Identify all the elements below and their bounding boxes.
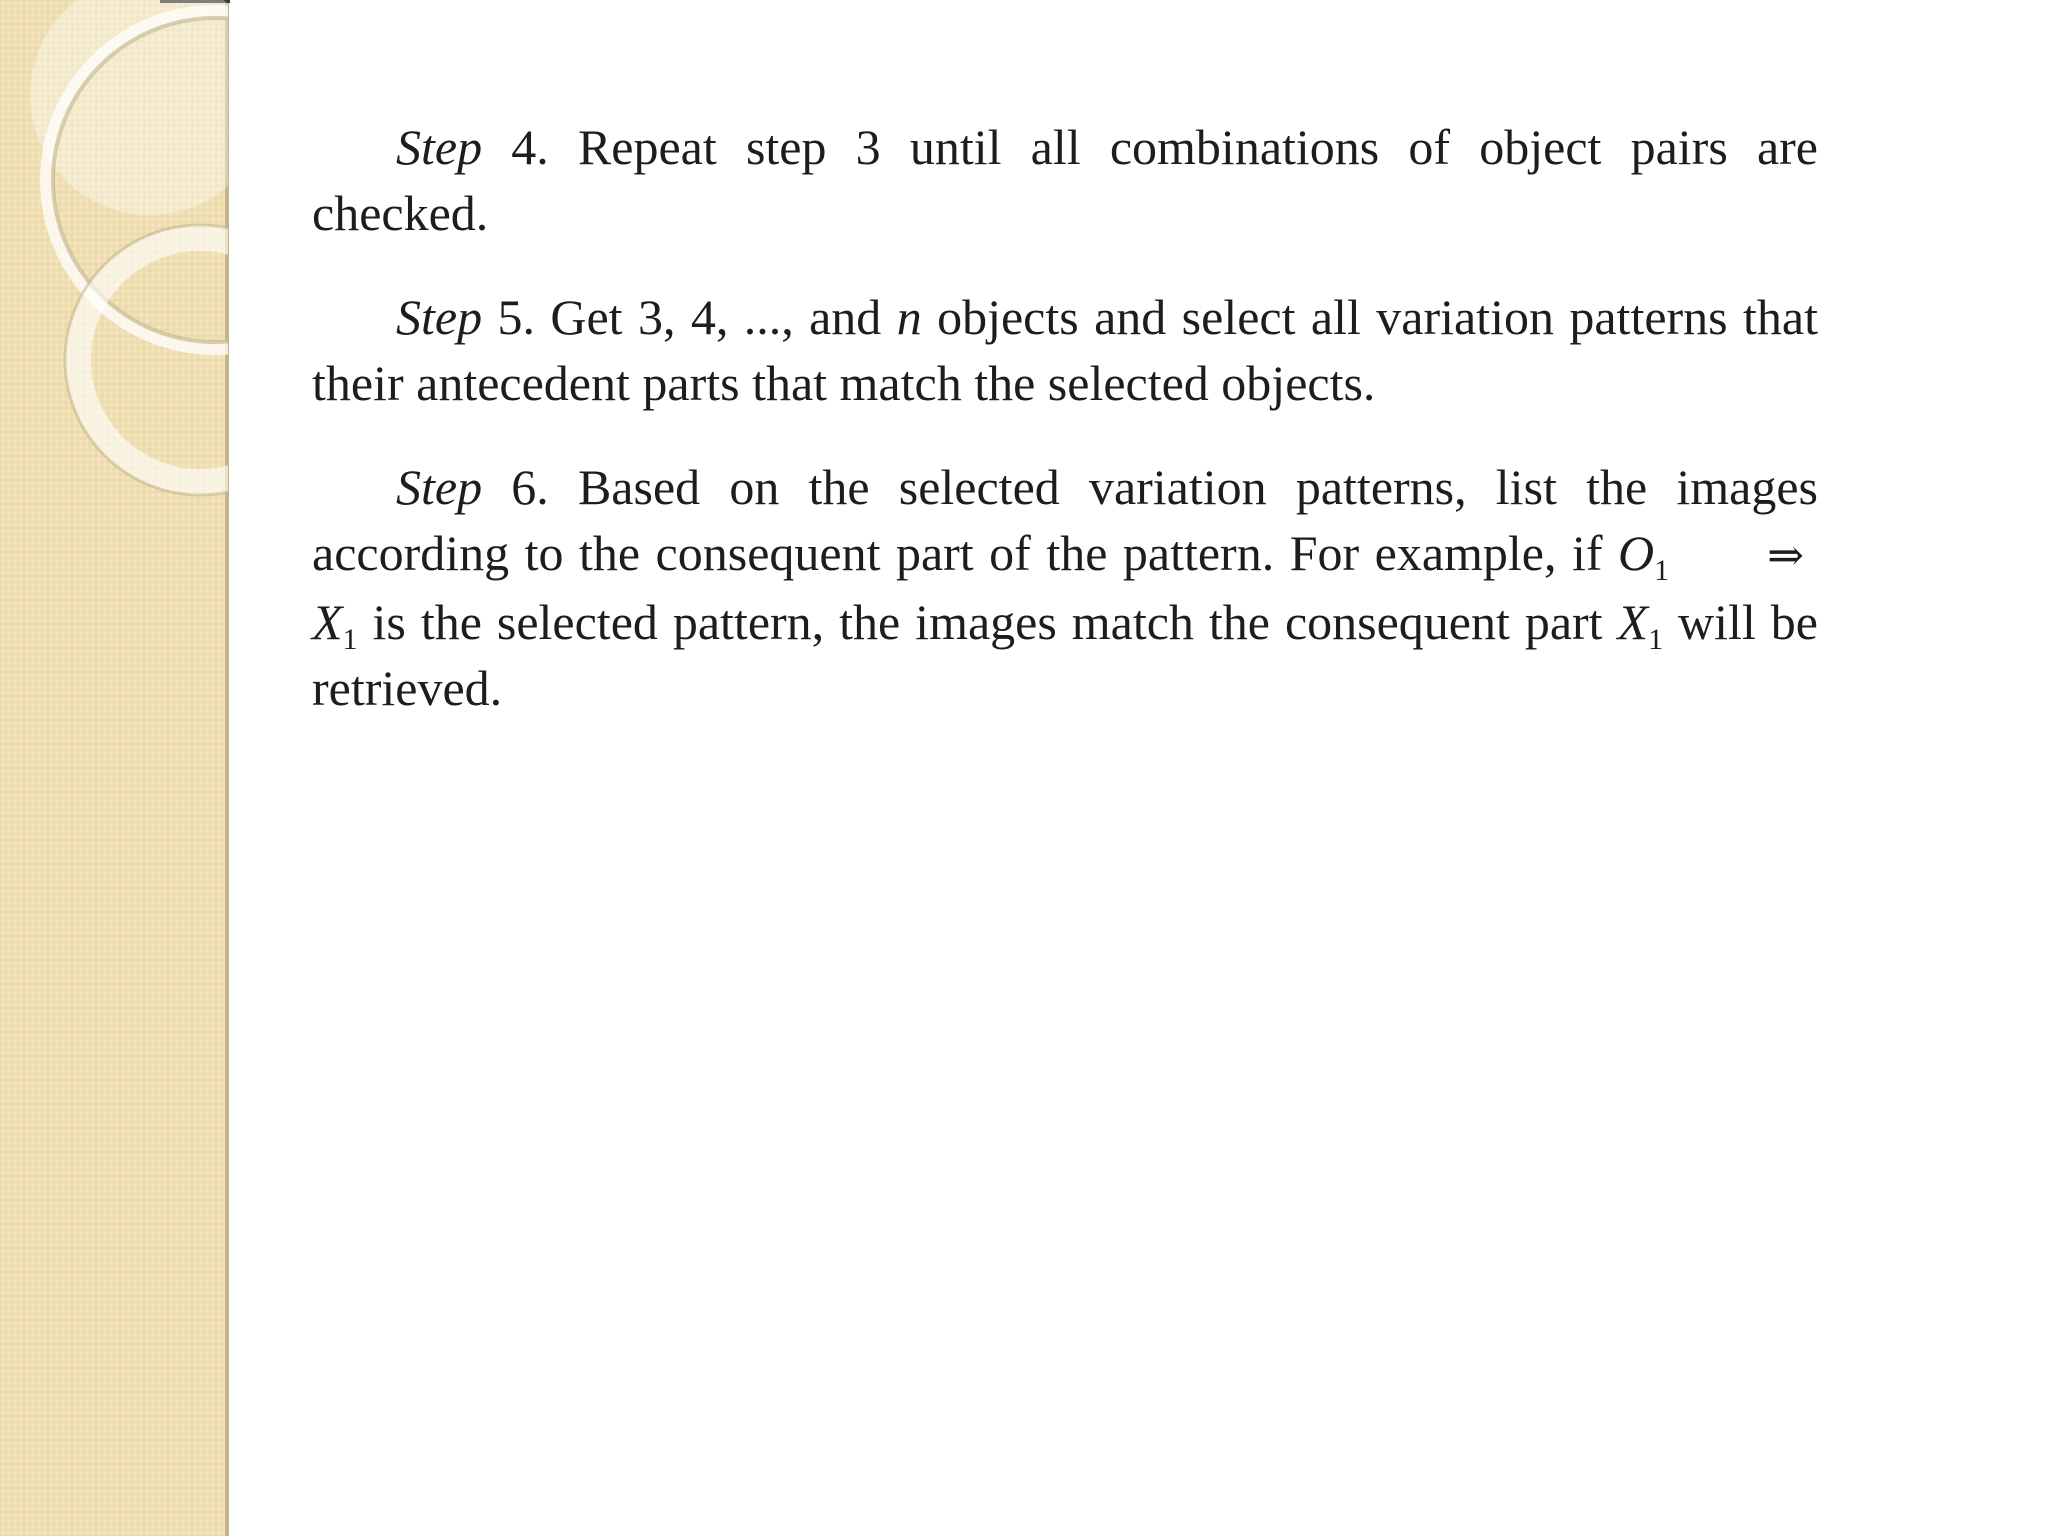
step-label: Step (396, 459, 483, 515)
formula-lhs-variable: O (1618, 525, 1655, 581)
decorative-ring-small (78, 238, 228, 482)
paragraph-text: 5. Get 3, 4, ..., and (482, 289, 897, 345)
consequent-variable: X (1617, 594, 1649, 650)
step-label: Step (396, 119, 483, 175)
formula-lhs-subscript: 1 (1654, 554, 1670, 587)
paragraph-text: 6. Based on the selected variation patterns, list the images according to the consequent part of the pattern. For example, if (312, 459, 1818, 581)
consequent-subscript: 1 (1648, 623, 1664, 656)
math-variable-n: n (896, 289, 922, 345)
paragraph-text: will be retrieved. (312, 594, 1818, 716)
step-label: Step (396, 289, 483, 345)
paragraph-text: 4. Repeat step 3 until all combinations of object pairs are checked. (312, 119, 1818, 241)
paragraph-text: is the selected pattern, the images match the consequent part (357, 594, 1618, 650)
formula-rhs-subscript: 1 (342, 623, 358, 656)
paragraph-step-4 (312, 114, 1818, 246)
decorative-rings (0, 0, 228, 520)
formula-rhs-variable: X (312, 594, 343, 650)
paragraph-step-5 (312, 284, 1818, 416)
slide-content (312, 114, 1818, 721)
paragraph-step-6 (312, 454, 1818, 721)
implies-arrow-icon: ⇒ (1767, 530, 1804, 581)
paragraph-text: objects and select all variation patterns that their antecedent parts that match the selected objects. (312, 289, 1818, 411)
